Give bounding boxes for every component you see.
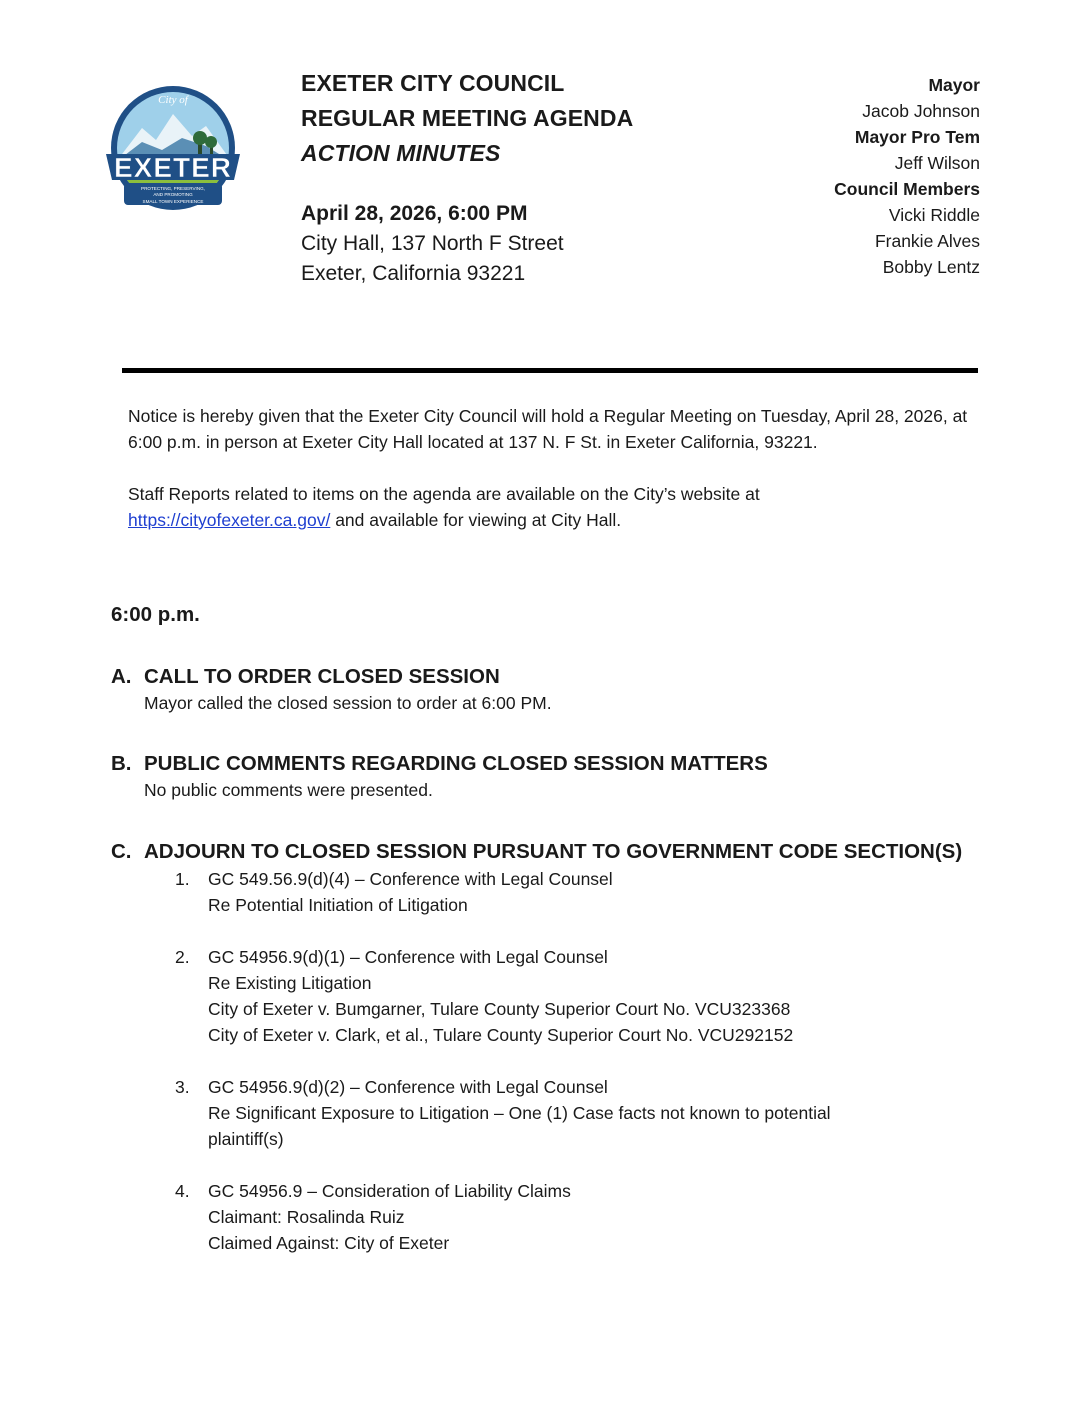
- item-line: GC 54956.9 – Consideration of Liability Claims: [208, 1181, 571, 1201]
- mayor-label: Mayor: [928, 75, 980, 95]
- item-line: GC 549.56.9(d)(4) – Conference with Legal Counsel: [208, 869, 613, 889]
- item-number: 2.: [175, 947, 190, 967]
- council-title: EXETER CITY COUNCIL: [301, 70, 565, 96]
- council-member-name: Bobby Lentz: [882, 257, 980, 277]
- seal-tagline-2: AND PROMOTING: [153, 192, 193, 197]
- item-line: Re Existing Litigation: [208, 973, 372, 993]
- section-heading: [111, 750, 991, 777]
- list-item: [175, 1074, 975, 1152]
- notice-paragraph: Notice is hereby given that the Exeter City Council will hold a Regular Meeting on Tuesday, April 28, 2026, at 6:00 p.m. in person at Exeter City Hall located at 137 N. F St. in Exeter California, 93221.: [128, 406, 968, 452]
- city-seal-logo: [102, 84, 244, 218]
- mayor-pro-tem-label: Mayor Pro Tem: [854, 127, 980, 147]
- seal-top-text: City of: [158, 94, 188, 106]
- section-action: Mayor called the closed session to order at 6:00 PM.: [144, 693, 552, 713]
- seal-tagline-1: PROTECTING, PRESERVING,: [141, 186, 205, 191]
- council-member-name: Vicki Riddle: [888, 205, 980, 225]
- item-line: Re Significant Exposure to Litigation – One (1) Case facts not known to potential plaintiff(s): [208, 1103, 831, 1149]
- council-member-name: Frankie Alves: [874, 231, 980, 251]
- item-number: 3.: [175, 1077, 190, 1097]
- session-time-heading: 6:00 p.m.: [111, 603, 200, 626]
- city-website-link[interactable]: https://cityofexeter.ca.gov/: [128, 510, 331, 530]
- list-item: [175, 866, 975, 918]
- list-item: [175, 1178, 975, 1256]
- item-number: 4.: [175, 1181, 190, 1201]
- council-members-label: Council Members: [834, 179, 980, 199]
- seal-tagline-3: SMALL TOWN EXPERIENCE: [142, 199, 204, 204]
- closed-session-items: [175, 866, 975, 1282]
- document-title-block: [301, 66, 721, 171]
- mayor-name: Jacob Johnson: [862, 101, 980, 121]
- item-line: Claimant: Rosalinda Ruiz: [208, 1207, 405, 1227]
- meeting-notice: [128, 403, 978, 533]
- section-letter: C.: [111, 840, 132, 863]
- item-line: GC 54956.9(d)(1) – Conference with Legal Counsel: [208, 947, 608, 967]
- minutes-title: ACTION MINUTES: [301, 140, 501, 166]
- meeting-location-line-2: Exeter, California 93221: [301, 262, 526, 285]
- mayor-pro-tem-name: Jeff Wilson: [894, 153, 980, 173]
- item-line: City of Exeter v. Bumgarner, Tulare County Superior Court No. VCU323368: [208, 999, 791, 1019]
- list-item: [175, 944, 975, 1048]
- section-letter: A.: [111, 665, 132, 688]
- section-heading: [111, 663, 991, 690]
- section-title: PUBLIC COMMENTS REGARDING CLOSED SESSION MATTERS: [144, 752, 768, 775]
- seal-city-name: EXETER: [113, 152, 233, 183]
- item-number: 1.: [175, 869, 190, 889]
- meeting-date-time: April 28, 2026, 6:00 PM: [301, 202, 528, 225]
- agenda-section-b: [111, 750, 991, 803]
- agenda-title: REGULAR MEETING AGENDA: [301, 105, 634, 131]
- agenda-section-c: [111, 838, 991, 865]
- section-title: CALL TO ORDER CLOSED SESSION: [144, 665, 500, 688]
- staff-reports-paragraph: [128, 481, 978, 533]
- item-line: Claimed Against: City of Exeter: [208, 1233, 450, 1253]
- item-line: Re Potential Initiation of Litigation: [208, 895, 468, 915]
- council-roster: [720, 72, 980, 280]
- header-divider: [122, 368, 978, 373]
- meeting-location-line-1: City Hall, 137 North F Street: [301, 232, 564, 255]
- staff-reports-text: Staff Reports related to items on the agenda are available on the City’s website at: [128, 484, 760, 504]
- section-action: No public comments were presented.: [144, 780, 433, 800]
- item-line: GC 54956.9(d)(2) – Conference with Legal Counsel: [208, 1077, 608, 1097]
- staff-reports-text-suffix: and available for viewing at City Hall.: [330, 510, 622, 530]
- section-letter: B.: [111, 752, 132, 775]
- meeting-info: [301, 199, 721, 289]
- section-heading: [111, 838, 991, 865]
- section-title: ADJOURN TO CLOSED SESSION PURSUANT TO GOVERNMENT CODE SECTION(S): [144, 840, 963, 863]
- item-line: City of Exeter v. Clark, et al., Tulare County Superior Court No. VCU292152: [208, 1025, 794, 1045]
- agenda-section-a: [111, 663, 991, 716]
